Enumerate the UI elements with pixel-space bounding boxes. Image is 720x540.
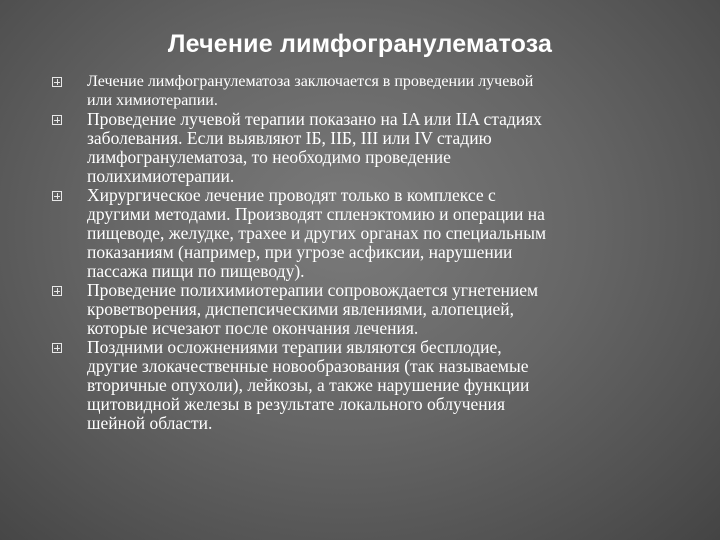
bullet-line: щитовидной железы в результате локального облучения: [87, 394, 506, 414]
boxed-plus-icon: [52, 343, 62, 353]
bullet-line: кроветворения, диспепсическими явлениями, алопецией,: [87, 299, 514, 319]
bullet-line: полихимиотерапии.: [87, 166, 235, 186]
bullet-line: которые исчезают после окончания лечения.: [87, 318, 419, 338]
bullet-line: заболевания. Если выявляют IБ, IIБ, III или IV стадию: [87, 128, 492, 148]
bullet-line: Проведение полихимиотерапии сопровождается угнетением: [87, 280, 539, 300]
bullet-line: Хирургическое лечение проводят только в комплексе с: [87, 185, 496, 205]
bullet-line: другие злокачественные новообразования (так называемые: [87, 356, 529, 376]
bullet-list: [52, 72, 692, 433]
boxed-plus-icon: [52, 115, 62, 125]
bullet-item: [52, 110, 692, 186]
bullet-line: показаниям (например, при угрозе асфиксии, нарушении: [87, 242, 513, 262]
bullet-item: [52, 281, 692, 338]
bullet-line: Проведение лучевой терапии показано на IA или IIA стадиях: [87, 109, 542, 129]
bullet-line: шейной области.: [87, 413, 213, 433]
bullet-item: [52, 338, 692, 433]
bullet-line: другими методами. Производят спленэктомию и операции на: [87, 204, 545, 224]
bullet-line: пассажа пищи по пищеводу).: [87, 261, 305, 281]
boxed-plus-icon: [52, 191, 62, 201]
bullet-line: вторичные опухоли), лейкозы, а также нарушение функции: [87, 375, 530, 395]
boxed-plus-icon: [52, 77, 62, 87]
slide-title: Лечение лимфогранулематоза: [167, 30, 553, 58]
bullet-item: [52, 186, 692, 281]
bullet-line: или химиотерапии.: [87, 92, 218, 109]
bullet-line: пищеводе, желудке, трахее и других органах по специальным: [87, 223, 547, 243]
bullet-line: Поздними осложнениями терапии являются бесплодие,: [87, 337, 502, 357]
boxed-plus-icon: [52, 286, 62, 296]
bullet-item: [52, 72, 692, 110]
bullet-line: лимфогранулематоза, то необходимо проведение: [87, 147, 451, 167]
bullet-line: Лечение лимфогранулематоза заключается в проведении лучевой: [87, 73, 534, 90]
